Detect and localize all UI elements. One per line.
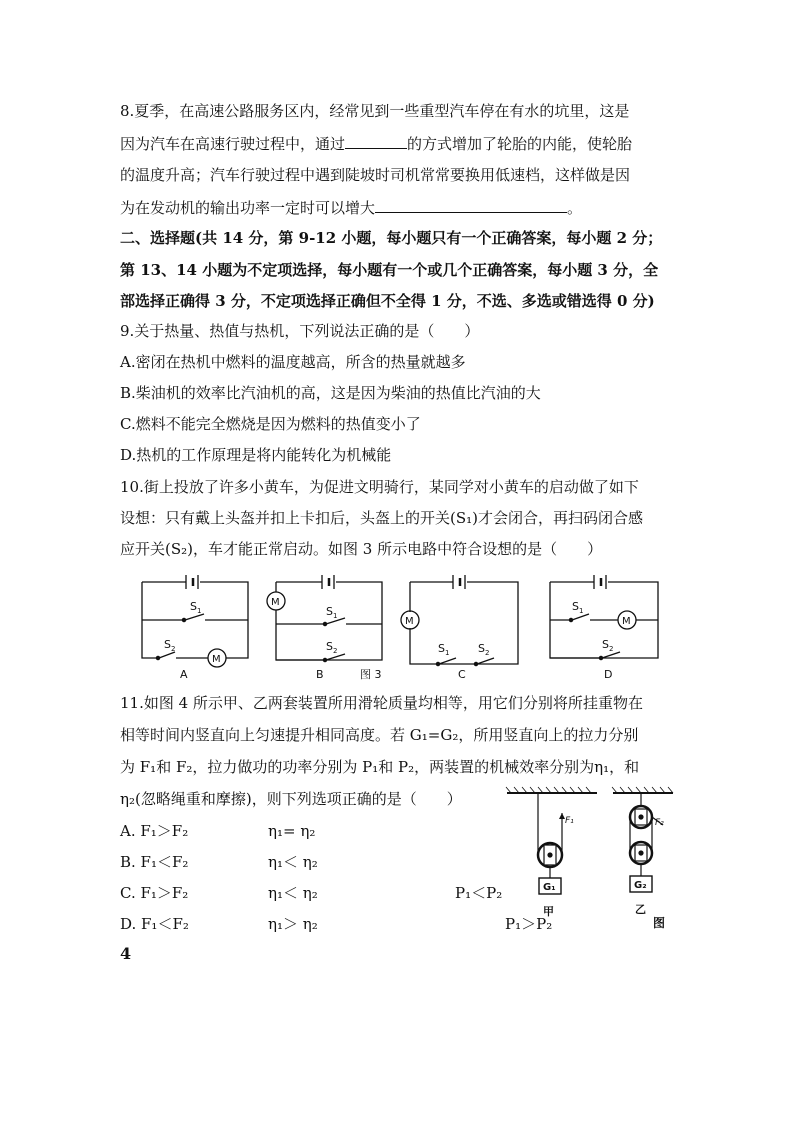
q11-option-c-power: P₁＜P₂ <box>455 884 503 902</box>
circuit-b <box>267 575 382 681</box>
q9-option-a: A.密闭在热机中燃料的温度越高，所含的热量就越多 <box>120 353 466 371</box>
q8-blank1 <box>345 132 407 149</box>
q11-option-d-force: D. F₁＜F₂ <box>120 915 189 933</box>
circuit-c <box>401 575 518 681</box>
s2-label-a: S <box>164 638 171 651</box>
svg-text:1: 1 <box>445 649 450 657</box>
q11-option-b-force: B. F₁＜F₂ <box>120 853 189 871</box>
pulley-figure <box>505 785 675 935</box>
ceiling-jia <box>506 787 597 793</box>
pulley-yi <box>630 793 665 930</box>
s2-label-c: S <box>478 642 485 655</box>
svg-text:1: 1 <box>197 607 202 615</box>
ceiling-yi <box>612 787 673 793</box>
q8-line4-a: 为在发动机的输出功率一定时可以增大 <box>120 199 376 217</box>
q10-line1: 10.街上投放了许多小黄车，为促进文明骑行，某同学对小黄车的启动做了如下 <box>120 478 639 496</box>
q11-option-b-efficiency: η₁＜ η₂ <box>268 853 318 871</box>
label-a: A <box>180 668 188 681</box>
motor-label-d: M <box>622 616 631 627</box>
q11-option-d-power: P₁＞P₂ <box>505 915 553 933</box>
q8-line4 <box>120 196 582 219</box>
q9-option-d: D.热机的工作原理是将内能转化为机械能 <box>120 446 392 464</box>
svg-text:2: 2 <box>485 649 490 657</box>
q9-option-c: C.燃料不能完全燃烧是因为燃料的热值变小了 <box>120 415 421 433</box>
svg-text:1: 1 <box>579 607 584 615</box>
q8-line2-b: 的方式增加了轮胎的内能，使轮胎 <box>407 135 633 153</box>
q9-stem: 9.关于热量、热值与热机，下列说法正确的是（ ） <box>120 322 480 340</box>
circuit-figure <box>128 568 668 683</box>
f1-label: F₁ <box>565 816 574 826</box>
s2-label-d: S <box>602 638 609 651</box>
g1-label: G₁ <box>543 882 556 893</box>
q8-line2 <box>120 132 632 155</box>
svg-text:1: 1 <box>333 612 338 620</box>
q10-line2: 设想：只有戴上头盔并扣上卡扣后，头盔上的开关(S₁)才会闭合，再扫码闭合感 <box>120 509 643 527</box>
q11-line2: 相等时间内竖直向上匀速提升相同高度。若 G₁=G₂，所用竖直向上的拉力分别 <box>120 726 639 744</box>
q8-line2-a: 因为汽车在高速行驶过程中，通过 <box>120 135 346 153</box>
q11-option-a-force: A. F₁＞F₂ <box>120 822 189 840</box>
s1-label-c: S <box>438 642 445 655</box>
jia-label: 甲 <box>543 905 554 918</box>
label-c: C <box>458 668 466 681</box>
q8-blank2 <box>375 196 567 213</box>
circuit-a <box>142 575 248 681</box>
q9-option-b: B.柴油机的效率比汽油机的高，这是因为柴油的热值比汽油的大 <box>120 384 541 402</box>
s1-label-d: S <box>572 600 579 613</box>
svg-text:2: 2 <box>171 645 176 653</box>
q8-line4-b: 。 <box>567 199 583 217</box>
page-number: 4 <box>120 944 132 963</box>
svg-text:2: 2 <box>333 647 338 655</box>
q8-line1: 8.夏季，在高速公路服务区内，经常见到一些重型汽车停在有水的坑里，这是 <box>120 102 630 120</box>
q11-option-c-force: C. F₁＞F₂ <box>120 884 189 902</box>
label-d: D <box>604 668 613 681</box>
motor-label-a: M <box>212 654 221 665</box>
svg-text:2: 2 <box>609 645 614 653</box>
q11-option-a-efficiency: η₁= η₂ <box>268 822 316 840</box>
s2-label-b: S <box>326 640 333 653</box>
label-b: B <box>316 668 324 681</box>
yi-label: 乙 <box>635 903 646 916</box>
q11-line1: 11.如图 4 所示甲、乙两套装置所用滑轮质量均相等，用它们分别将所挂重物在 <box>120 694 643 712</box>
section2-line1: 二、选择题(共 14 分，第 9-12 小题，每小题只有一个正确答案，每小题 2 分； <box>120 229 663 247</box>
q10-line3: 应开关(S₂)，车才能正常启动。如图 3 所示电路中符合设想的是（ ） <box>120 540 603 558</box>
circuit-d <box>550 575 658 681</box>
s1-label-b: S <box>326 605 333 618</box>
q11-option-c-efficiency: η₁＜ η₂ <box>268 884 318 902</box>
f2-label: F₂ <box>655 818 664 828</box>
q11-line4: η₂(忽略绳重和摩擦)，则下列选项正确的是（ ） <box>120 790 462 808</box>
s1-label-a: S <box>190 600 197 613</box>
figure4-caption: 图 <box>653 916 666 930</box>
section2-line3: 部选择正确得 3 分，不定项选择正确但不全得 1 分，不选、多选或错选得 0 分) <box>120 292 655 310</box>
q8-line3: 的温度升高；汽车行驶过程中遇到陡坡时司机常常要换用低速档，这样做是因 <box>120 166 631 184</box>
g2-label: G₂ <box>634 880 647 891</box>
section2-line2: 第 13、14 小题为不定项选择，每小题有一个或几个正确答案，每小题 3 分，全 <box>120 261 659 279</box>
q11-line3: 为 F₁和 F₂，拉力做功的功率分别为 P₁和 P₂，两装置的机械效率分别为η₁，和 <box>120 758 640 776</box>
pulley-jia <box>538 793 574 918</box>
motor-label-c: M <box>405 616 414 627</box>
q11-option-d-efficiency: η₁＞ η₂ <box>268 915 318 933</box>
figure3-caption: 图 3 <box>360 668 382 681</box>
motor-label-b: M <box>271 597 280 608</box>
